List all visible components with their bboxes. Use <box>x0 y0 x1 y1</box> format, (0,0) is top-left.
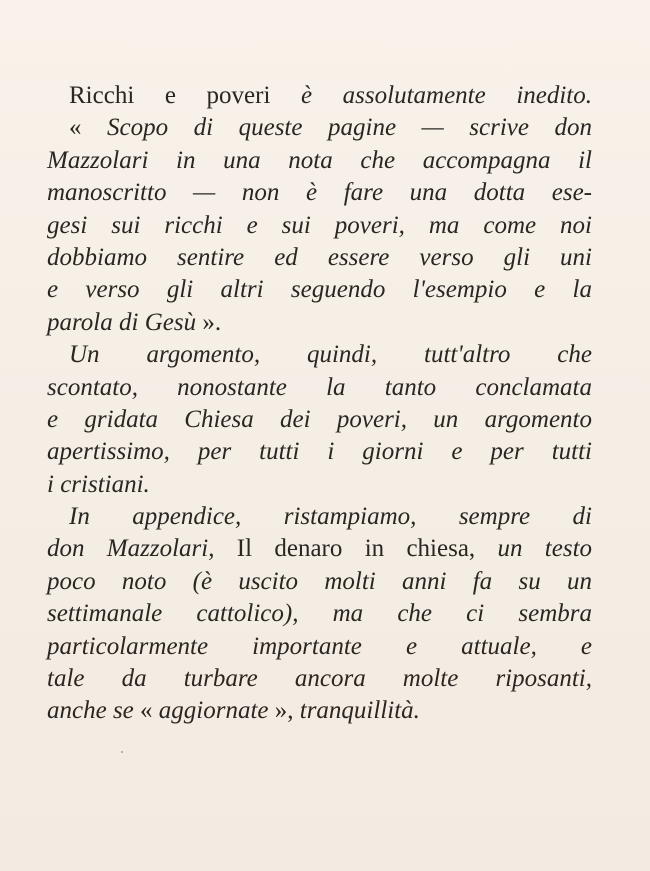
text-segment: aggiornate <box>158 697 269 725</box>
text-segment: un testo <box>497 535 593 563</box>
text-segment: », <box>268 697 300 725</box>
text-line <box>47 210 592 242</box>
text-line <box>47 339 592 371</box>
text-line <box>47 307 592 339</box>
text-line <box>47 663 592 695</box>
text-segment: anche se <box>47 697 141 725</box>
text-segment: poco noto (è uscito molti anni fa su un <box>47 567 592 595</box>
text-segment: In appendice, ristampiamo, sempre di <box>69 503 592 531</box>
text-segment: don Mazzolari, <box>47 535 237 563</box>
text-segment: manoscritto — non è fare una dotta ese- <box>47 179 592 207</box>
text-line <box>47 242 592 274</box>
text-segment: e gridata Chiesa dei poveri, un argomento <box>47 405 592 433</box>
text-line <box>47 177 592 209</box>
text-segment: apertissimo, per tutti i giorni e per tutti <box>47 438 592 466</box>
text-segment: Un argomento, quindi, tutt'altro che <box>69 341 592 369</box>
text-segment: tale da turbare ancora molte riposanti, <box>47 665 592 693</box>
text-segment: « <box>140 697 159 725</box>
text-line <box>47 598 592 630</box>
text-segment: scontato, nonostante la tanto conclamata <box>47 373 592 401</box>
text-segment: settimanale cattolico), ma che ci sembra <box>47 600 592 628</box>
text-line <box>47 533 592 565</box>
text-segment: Mazzolari in una nota che accompagna il <box>47 146 592 174</box>
text-line <box>47 274 592 306</box>
text-segment: ». <box>196 308 222 336</box>
text-segment: parola di Gesù <box>47 308 197 336</box>
text-segment: dobbiamo sentire ed essere verso gli uni <box>47 243 592 271</box>
text-line <box>47 469 592 501</box>
text-segment: Il denaro in chiesa, <box>236 535 498 563</box>
text-segment: gesi sui ricchi e sui poveri, ma come noi <box>47 211 592 239</box>
text-segment: i cristiani. <box>47 470 150 498</box>
text-line <box>47 631 592 663</box>
text-line <box>47 112 592 144</box>
text-line <box>47 695 592 727</box>
text-segment: e verso gli altri seguendo l'esempio e la <box>47 276 592 304</box>
text-line <box>47 145 592 177</box>
paper-speck <box>121 751 123 753</box>
text-segment: è assolutamente inedito. <box>301 82 592 109</box>
text-segment: « <box>69 114 108 142</box>
text-segment: Scopo di queste pagine — scrive don <box>107 114 593 142</box>
body-text <box>47 80 592 728</box>
text-line <box>47 80 592 112</box>
text-segment: Ricchi e poveri <box>69 82 301 109</box>
text-segment: tranquillità. <box>299 697 420 725</box>
text-line <box>47 436 592 468</box>
text-segment: particolarmente importante e attuale, e <box>47 632 592 660</box>
text-line <box>47 501 592 533</box>
text-line <box>47 404 592 436</box>
text-line <box>47 372 592 404</box>
text-line <box>47 566 592 598</box>
